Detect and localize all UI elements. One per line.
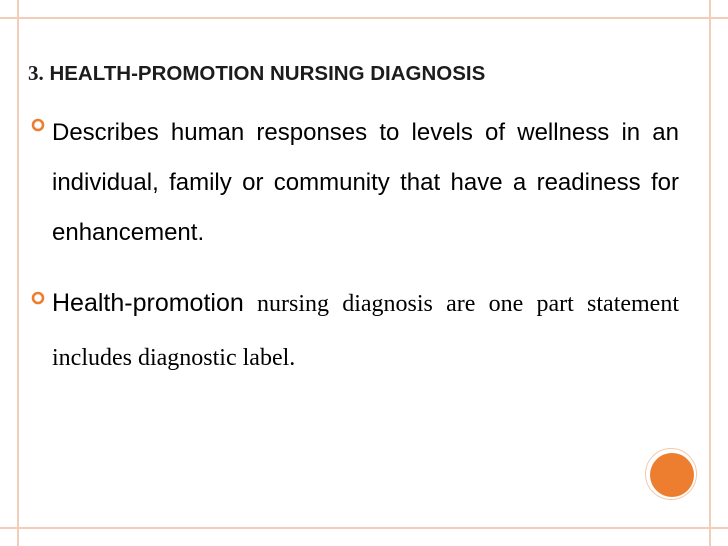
- slide-title-text: HEALTH-PROMOTION NURSING DIAGNOSIS: [49, 62, 486, 85]
- frame-top-border: [0, 17, 728, 19]
- frame-left-border: [17, 0, 19, 546]
- bullet-2-lead: Health-promotion: [52, 289, 244, 317]
- ring-bullet-icon: [31, 118, 45, 132]
- frame-right-border: [709, 0, 711, 546]
- slide-title-number: 3.: [28, 61, 44, 85]
- frame-bottom-border: [0, 527, 728, 529]
- bullet-2-text: [52, 276, 679, 385]
- decorative-orange-circle: [650, 453, 694, 497]
- slide-title: [28, 61, 485, 86]
- bullet-1-text: Describes human responses to levels of wellness in an individual, family or community that have a readiness for enhancement.: [52, 119, 679, 246]
- bullet-2-body: nursing diagnosis are one part statement includes diagnostic label.: [52, 291, 680, 371]
- ring-bullet-icon: [31, 291, 45, 305]
